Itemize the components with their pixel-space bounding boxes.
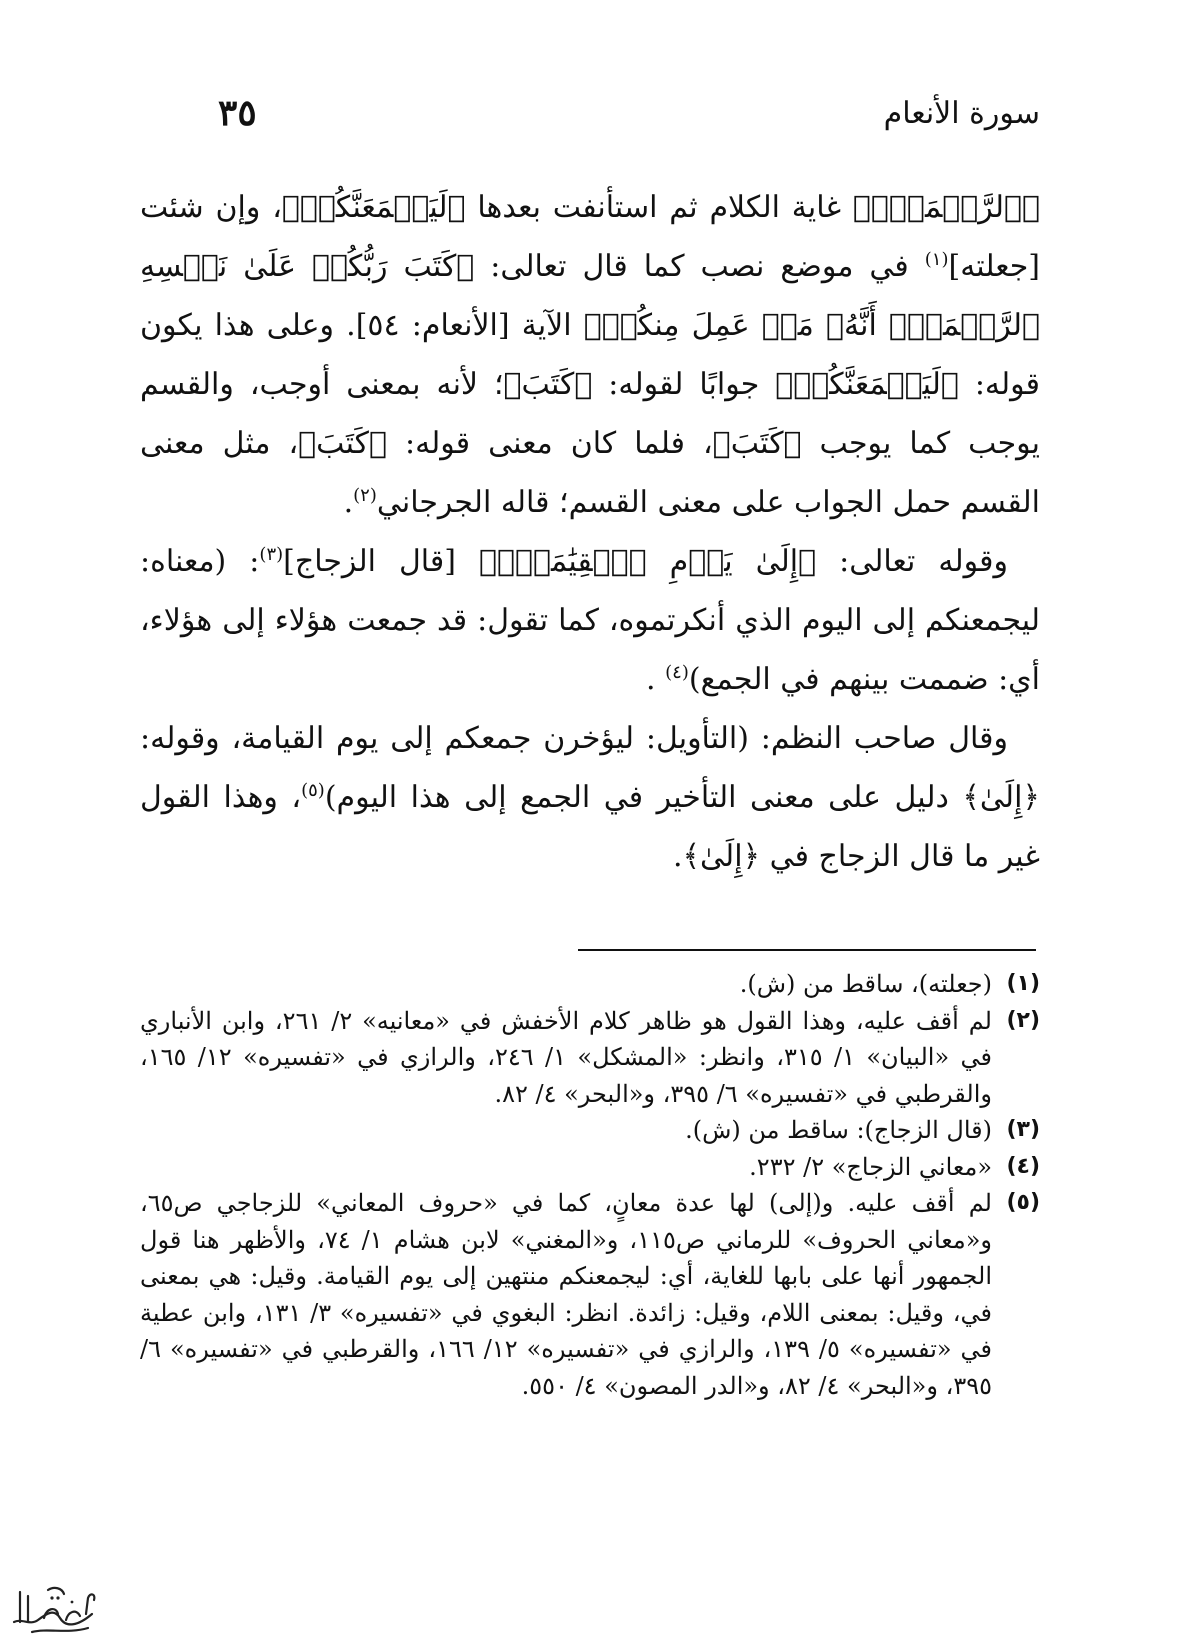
paragraph-2 <box>140 532 1040 709</box>
text-segment: ، وهذا القول غير ما قال الزجاج في ﴿إِلَىٰ﴾. <box>140 780 1040 874</box>
page-header <box>200 92 1040 146</box>
paragraph-1: ﴿ٱلرَّحۡمَةَۚ﴾ غاية الكلام ثم استأنفت بعدها ﴿لَيَجۡمَعَنَّكُمۡ﴾، وإن شئت [جعلته]$^{(١)}$ في موضع نصب كما قال تعالى: ﴿كَتَبَ رَبُّكُمۡ عَلَىٰ نَفۡسِهِ ٱلرَّحۡمَةَۖ أَنَّهُۥ مَنۡ عَمِلَ مِنكُمۡ﴾ الآية [الأنعام: ٥٤]. وعلى هذا يكون قوله: ﴿لَيَجۡمَعَنَّكُمۡ﴾ جوابًا لقوله: ﴿كَتَبَ﴾؛ لأنه بمعنى أوجب، والقسم يوجب كما يوجب ﴿كَتَبَ﴾، فلما كان معنى قوله: ﴿كَتَبَ﴾، مثل معنى القسم حمل الجواب على معنى القسم؛ قاله الجرجاني$^{(٢)}$. <box>140 190 1040 520</box>
publisher-logo-icon <box>8 1578 100 1640</box>
footnote-5 <box>140 1185 1040 1404</box>
text-segment: في موضع نصب كما قال تعالى: ﴿كَتَبَ رَبُّكُمۡ عَلَىٰ نَفۡسِهِ ٱلرَّحۡمَةَۖ أَنَّهُۥ مَنۡ عَمِلَ مِنكُمۡ﴾ الآية [الأنعام: ٥٤]. وعلى هذا يكون قوله: ﴿لَيَجۡمَعَنَّكُمۡ﴾ جوابًا لقوله: ﴿كَتَبَ﴾؛ لأنه بمعنى أوجب، والقسم يوجب كما يوجب ﴿كَتَبَ﴾، فلما كان معنى قوله: ﴿كَتَبَ﴾، مثل معنى القسم حمل الجواب على معنى القسم؛ قاله الجرجاني <box>140 249 1040 520</box>
footnote-number: (١) <box>1006 971 1040 996</box>
footnote-text: (قال الزجاج): ساقط من (ش). <box>685 1116 992 1144</box>
text-segment: . <box>646 662 656 697</box>
footnote-1 <box>140 966 1040 1003</box>
footnote-ref: (١) <box>924 249 949 270</box>
page-number: ٣٥ <box>218 92 257 134</box>
footnote-number: (٣) <box>1006 1117 1040 1142</box>
footnote-number: (٤) <box>1006 1153 1040 1179</box>
footnote-3 <box>140 1112 1040 1149</box>
footnote-text: لم أقف عليه. و(إلى) لها عدة معانٍ، كما في «حروف المعاني» للزجاجي ص٦٥، و«معاني الحروف» للرماني ص١١٥، و«المغني» لابن هشام ١/ ٧٤، والأظهر هنا قول الجمهور أنها على بابها للغاية، أي: ليجمعنكم منتهين إلى يوم القيامة. وقيل: هي بمعنى في، وقيل: بمعنى اللام، وقيل: زائدة. انظر: البغوي في «تفسيره» ٣/ ١٣١، وابن عطية في «تفسيره» ٥/ ١٣٩، والرازي في «تفسيره» ١٢/ ١٦٦، والقرطبي في «تفسيره» ٦/ ٣٩٥، و«البحر» ٤/ ٨٢، و«الدر المصون» ٤/ ٥٥٠. <box>140 1189 993 1400</box>
surah-title: سورة الأنعام <box>883 96 1040 131</box>
footnote-divider <box>578 949 1036 951</box>
text-segment: ﴿ٱلرَّحۡمَةَۚ﴾ غاية الكلام ثم استأنفت بعدها ﴿لَيَجۡمَعَنَّكُمۡ﴾، وإن شئت [جعلته] <box>140 190 1040 284</box>
text-segment: وقال صاحب النظم: (التأويل: ليؤخرن جمعكم إلى يوم القيامة، وقوله: ﴿إِلَىٰ﴾ دليل على معنى التأخير في الجمع إلى هذا اليوم) <box>140 721 1040 815</box>
footnote-ref: (٢) <box>353 485 377 506</box>
footnote-ref: (٥) <box>301 780 325 801</box>
footnote-ref: (٣) <box>259 544 284 565</box>
footnote-4 <box>140 1149 1040 1186</box>
footnote-text: «معاني الزجاج» ٢/ ٢٣٢. <box>749 1152 992 1181</box>
footnote-text: (جعلته)، ساقط من (ش). <box>739 970 992 998</box>
footnote-ref: (٤) <box>665 662 689 683</box>
main-text <box>140 178 1040 886</box>
footnote-number: (٥) <box>1006 1190 1040 1215</box>
paragraph-3 <box>140 709 1040 886</box>
footnote-2 <box>140 1003 1040 1113</box>
text-segment: وقوله تعالى: ﴿إِلَىٰ يَوۡمِ ٱلۡقِيَٰمَةِۚ﴾ [قال الزجاج] <box>283 544 1008 579</box>
text-segment: : (معناه: ليجمعنكم إلى اليوم الذي أنكرتموه، كما تقول: قد جمعت هؤلاء إلى هؤلاء، أي: ضممت بينهم في الجمع) <box>140 544 1040 697</box>
footnotes <box>140 966 1040 1404</box>
footnote-number: (٢) <box>1006 1007 1040 1033</box>
footnote-text: لم أقف عليه، وهذا القول هو ظاهر كلام الأخفش في «معانيه» ٢/ ٢٦١، وابن الأنباري في «البيان» ١/ ٣١٥، وانظر: «المشكل» ١/ ٢٤٦، والرازي في «تفسيره» ١٢/ ١٦٥، والقرطبي في «تفسيره» ٦/ ٣٩٥، و«البحر» ٤/ ٨٢. <box>140 1006 993 1108</box>
